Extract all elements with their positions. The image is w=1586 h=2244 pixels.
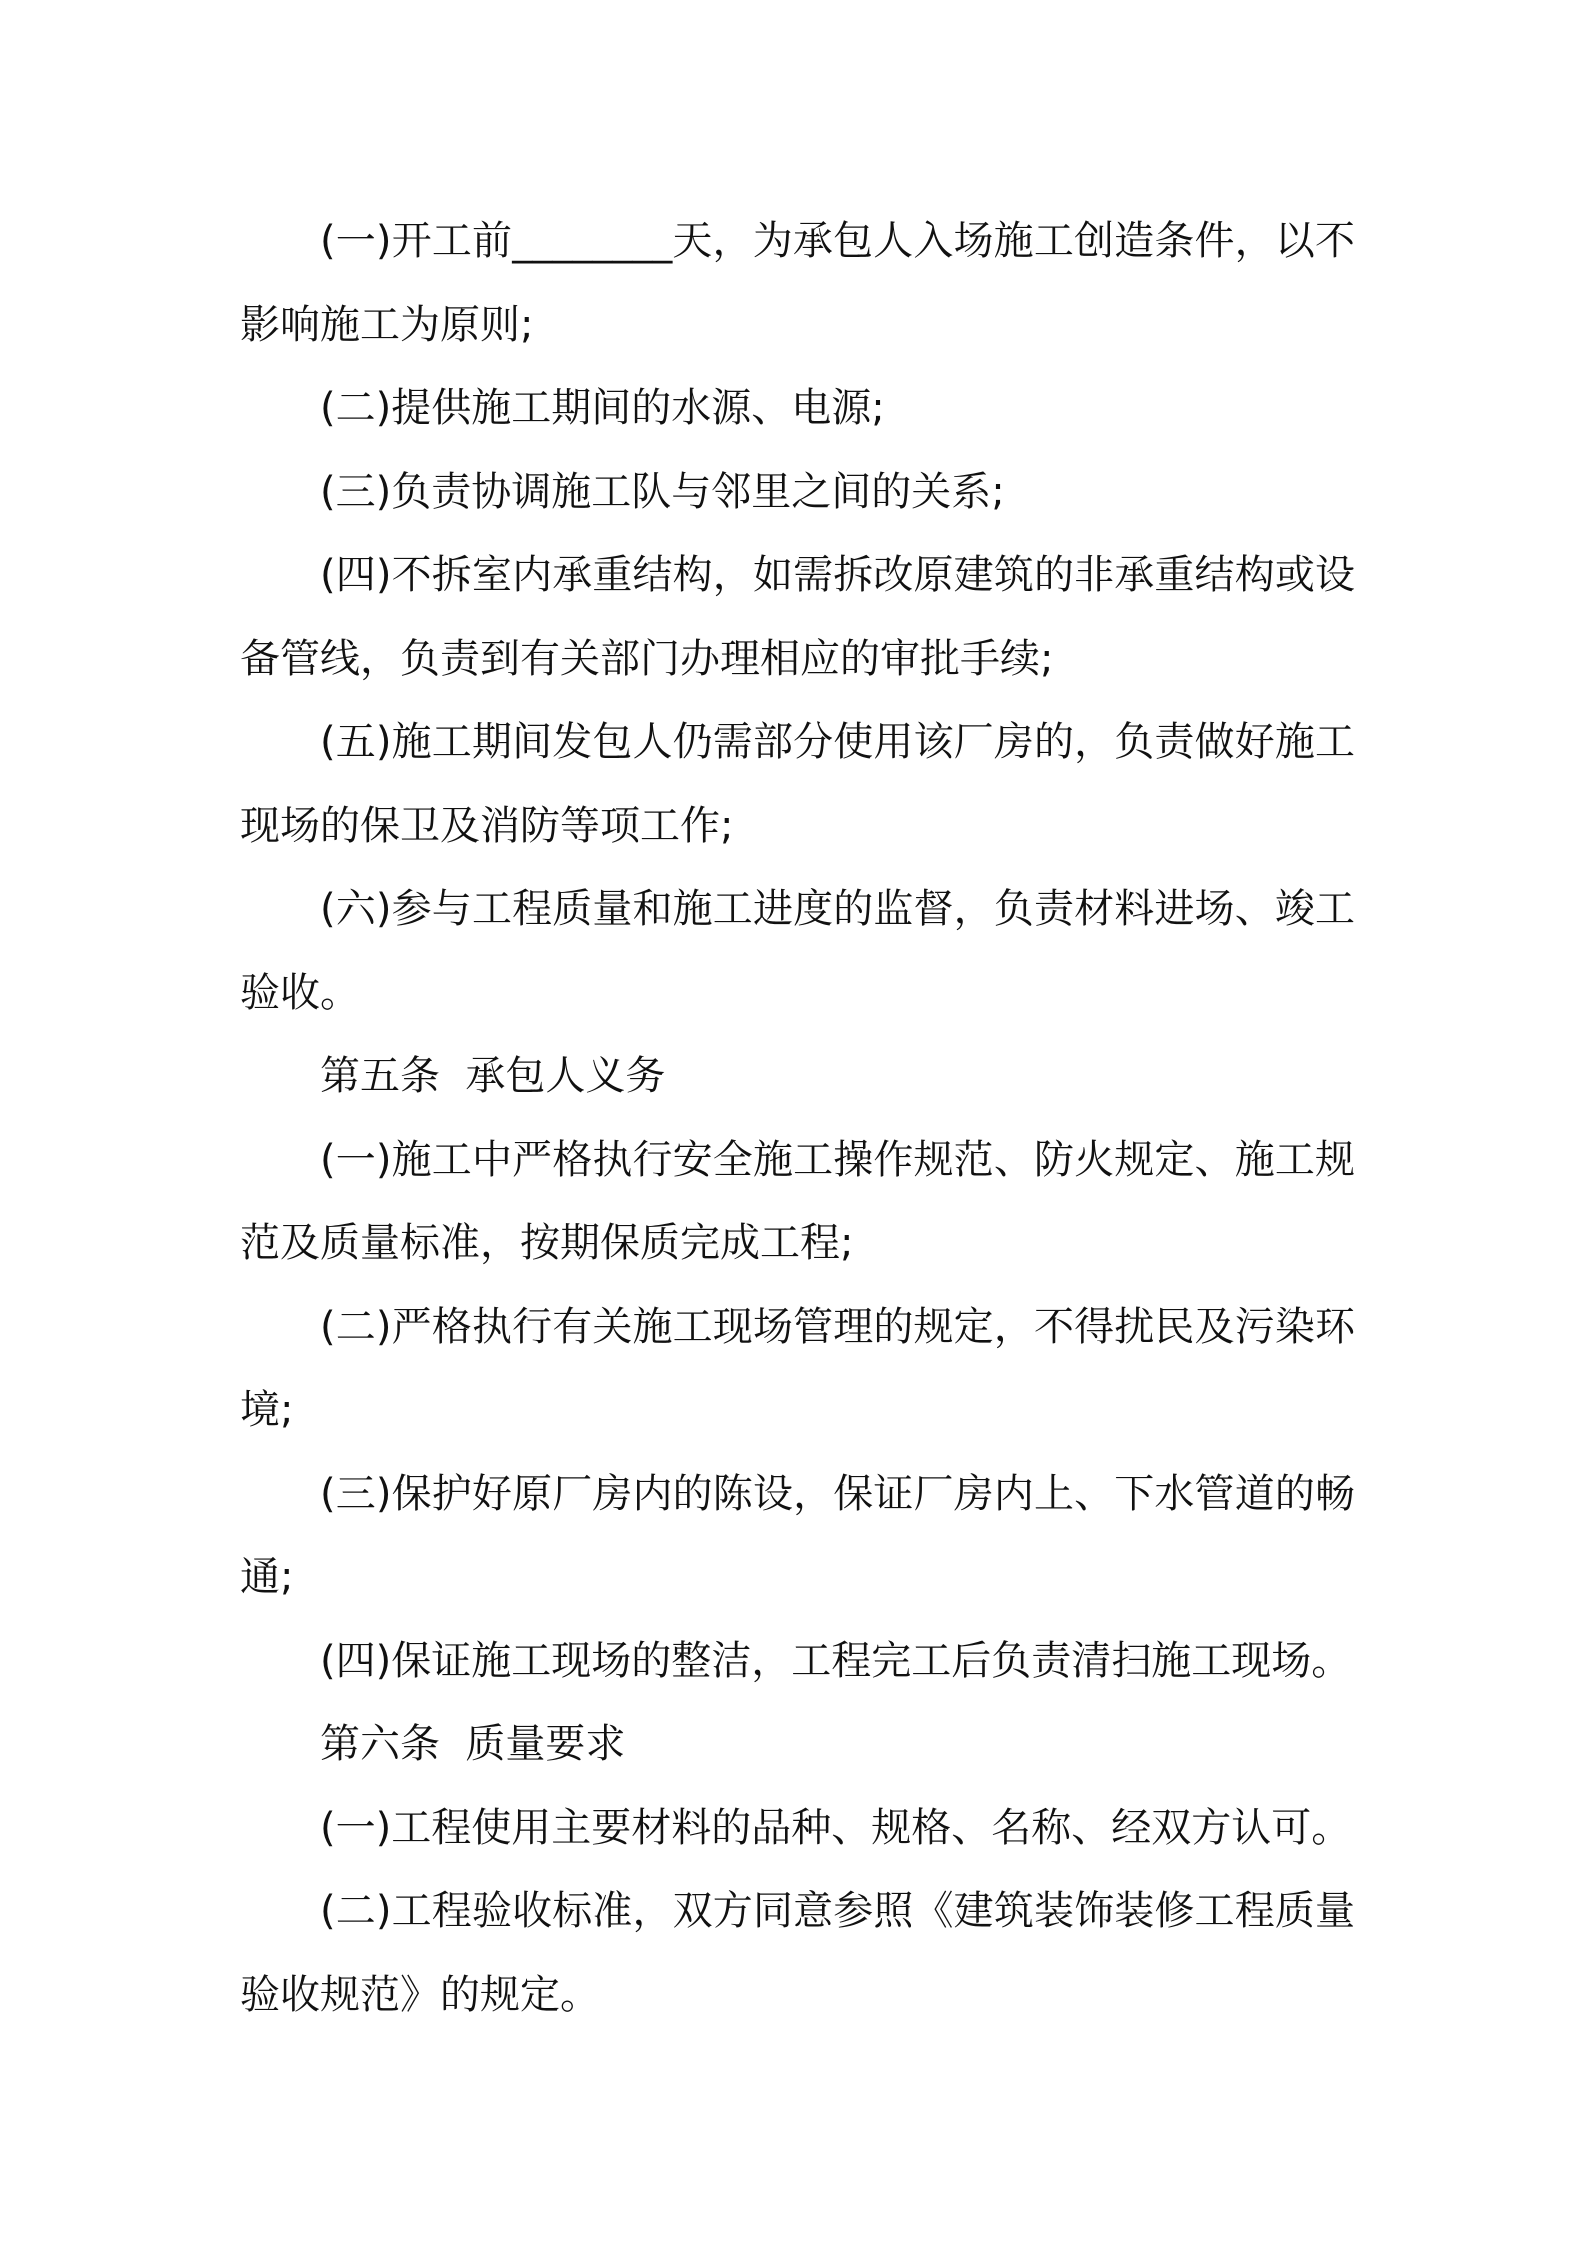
paragraph-1: (一)开工前________天，为承包人入场施工创造条件，以不影响施工为原则; (240, 218, 1355, 348)
paragraph-8: (二)严格执行有关施工现场管理的规定，不得扰民及污染环境; (240, 1303, 1355, 1433)
paragraph-7: (一)施工中严格执行安全施工操作规范、防火规定、施工规范及质量标准，按期保质完成工程; (240, 1136, 1355, 1266)
document-body (240, 200, 1355, 2037)
paragraph-5: (五)施工期间发包人仍需部分使用该厂房的，负责做好施工现场的保卫及消防等项工作; (240, 719, 1355, 849)
paragraph-12: (二)工程验收标准，双方同意参照《建筑装饰装修工程质量验收规范》的规定。 (240, 1888, 1355, 2018)
paragraph-11: (一)工程使用主要材料的品种、规格、名称、经双方认可。 (320, 1804, 1352, 1851)
article-heading-5: 第五条 承包人义务 (320, 1053, 666, 1099)
paragraph-3: (三)负责协调施工队与邻里之间的关系; (320, 468, 1005, 515)
paragraph-10: (四)保证施工现场的整洁，工程完工后负责清扫施工现场。 (320, 1637, 1352, 1684)
paragraph-6: (六)参与工程质量和施工进度的监督，负责材料进场、竣工验收。 (240, 886, 1355, 1016)
paragraph-4: (四)不拆室内承重结构，如需拆改原建筑的非承重结构或设备管线，负责到有关部门办理相应的审批手续; (240, 552, 1355, 682)
article-heading-6: 第六条 质量要求 (320, 1721, 626, 1767)
paragraph-2: (二)提供施工期间的水源、电源; (320, 385, 885, 431)
paragraph-9: (三)保护好原厂房内的陈设，保证厂房内上、下水管道的畅通; (240, 1470, 1355, 1600)
